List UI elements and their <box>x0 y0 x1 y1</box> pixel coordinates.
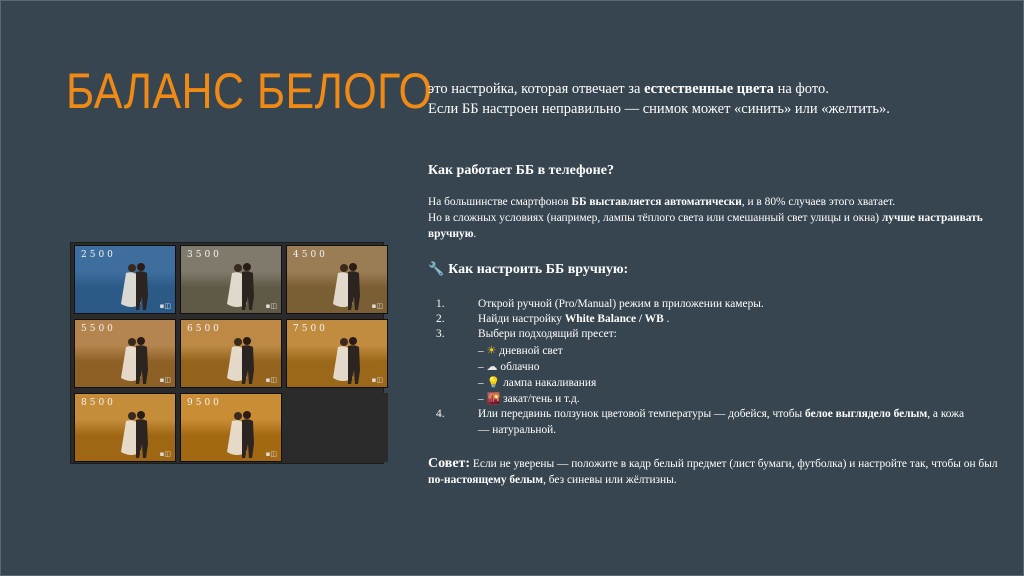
manual-heading: Как настроить ББ вручную: <box>448 262 629 277</box>
tip-bold: по-настоящему белым <box>428 473 544 486</box>
step-number: 3. <box>436 328 445 341</box>
white-balance-examples-grid <box>70 242 384 464</box>
phone-p1-text: На большинстве смартфонов <box>428 196 572 208</box>
wrench-icon: 🔧 <box>428 262 445 277</box>
couple-silhouette <box>225 260 261 312</box>
wb-example-image <box>180 319 282 388</box>
step-text <box>478 297 976 312</box>
camera-icon: ▪◫ <box>265 450 277 458</box>
step-text-end: , а кожа — натуральной. <box>478 408 965 436</box>
wb-example-image <box>180 393 282 462</box>
intro-line-1-end: на фото. <box>773 81 829 97</box>
wb-example-image <box>286 245 388 314</box>
camera-icon: ▪◫ <box>265 302 277 310</box>
couple-silhouette <box>331 334 367 386</box>
preset-dash: – <box>478 377 487 390</box>
step-text-start: Найди настройку <box>478 313 565 326</box>
phone-p1-end: , и в 80% случаев этого хватает. <box>741 196 896 208</box>
preset-item <box>478 375 976 391</box>
wb-example-image <box>74 393 176 462</box>
phone-p2-text: Но в сложных условиях (например, лампы тёплого света или смешанный свет улицы и окна) <box>428 212 882 224</box>
manual-heading-row <box>428 262 628 278</box>
wb-example-image <box>74 319 176 388</box>
step-item <box>436 407 976 437</box>
couple-silhouette <box>119 408 155 460</box>
intro-text <box>428 79 890 119</box>
camera-icon: ▪◫ <box>265 376 277 384</box>
phone-para-2 <box>428 210 988 242</box>
color-temperature-label: 6500 <box>187 324 222 334</box>
color-temperature-label: 7500 <box>293 324 328 334</box>
preset-label: облачно <box>500 360 540 373</box>
preset-label: дневной свет <box>499 344 563 357</box>
phone-p2-end: . <box>473 228 477 240</box>
camera-icon: ▪◫ <box>159 376 171 384</box>
intro-line-1-bold: естественные цвета <box>644 81 774 97</box>
sun-icon: ☀ <box>486 343 497 357</box>
cloud-icon: ☁ <box>486 359 498 373</box>
step-text-start: Выбери подходящий пресет: <box>478 328 617 341</box>
step-number: 2. <box>436 313 445 326</box>
color-temperature-label: 3500 <box>187 250 222 260</box>
preset-dash: – <box>478 360 487 373</box>
wb-example-image <box>286 319 388 388</box>
step-text-bold: белое выглядело белым <box>805 408 928 421</box>
intro-line-2: Если ББ настроен неправильно — снимок может «синить» или «желтить». <box>428 101 890 117</box>
tip-paragraph <box>428 456 998 488</box>
sunset-icon: 🌇 <box>486 392 501 406</box>
tip-end: , без синевы или жёлтизны. <box>543 473 677 486</box>
step-text <box>478 312 976 327</box>
color-temperature-label: 4500 <box>293 250 328 260</box>
tip-text: Если не уверены — положите в кадр белый предмет (лист бумаги, футболка) и настройте так, чтобы он был <box>470 458 998 470</box>
phone-heading: Как работает ББ в телефоне? <box>428 163 614 178</box>
preset-item <box>478 391 976 407</box>
preset-item <box>478 343 976 359</box>
empty-cell <box>286 393 388 462</box>
step-item <box>436 312 976 327</box>
color-temperature-label: 2500 <box>81 250 116 260</box>
intro-line-1 <box>428 79 890 99</box>
step-number: 4. <box>436 408 445 421</box>
preset-list <box>436 343 976 408</box>
couple-silhouette <box>225 334 261 386</box>
color-temperature-label: 8500 <box>81 398 116 408</box>
couple-silhouette <box>119 334 155 386</box>
preset-item <box>478 359 976 375</box>
preset-label: закат/тень и т.д. <box>503 393 580 406</box>
wb-example-image <box>180 245 282 314</box>
light-bulb-icon: 💡 <box>486 376 501 390</box>
step-item <box>436 327 976 342</box>
intro-line-1-text: это настройка, которая отвечает за <box>428 81 645 97</box>
step-number: 1. <box>436 298 445 310</box>
camera-icon: ▪◫ <box>371 302 383 310</box>
color-temperature-label: 9500 <box>187 398 222 408</box>
phone-para-1 <box>428 194 988 210</box>
couple-silhouette <box>225 408 261 460</box>
tip-label: Совет: <box>428 456 471 471</box>
preset-label: лампа накаливания <box>503 377 597 390</box>
camera-icon: ▪◫ <box>159 450 171 458</box>
step-text <box>478 407 976 437</box>
step-text-start: Открой ручной (Pro/Manual) режим в приложении камеры. <box>478 298 764 310</box>
preset-dash: – <box>478 393 487 406</box>
camera-icon: ▪◫ <box>159 302 171 310</box>
color-temperature-label: 5500 <box>81 324 116 334</box>
preset-dash: – <box>478 344 487 357</box>
step-text-end: . <box>663 313 670 326</box>
step-text <box>478 327 976 342</box>
step-item <box>436 297 976 312</box>
camera-icon: ▪◫ <box>371 376 383 384</box>
steps-list <box>436 297 976 438</box>
couple-silhouette <box>331 260 367 312</box>
phone-paragraph <box>428 194 988 242</box>
step-text-bold: White Balance / WB <box>564 313 664 326</box>
phone-p2-bold: лучше настраивать вручную <box>428 212 983 240</box>
phone-p1-bold: ББ выставляется автоматически <box>571 196 742 208</box>
wb-example-image <box>74 245 176 314</box>
couple-silhouette <box>119 260 155 312</box>
slide-title: БАЛАНС БЕЛОГО <box>66 63 433 119</box>
step-text-start: Или передвинь ползунок цветовой температуры — добейся, чтобы <box>478 408 806 421</box>
